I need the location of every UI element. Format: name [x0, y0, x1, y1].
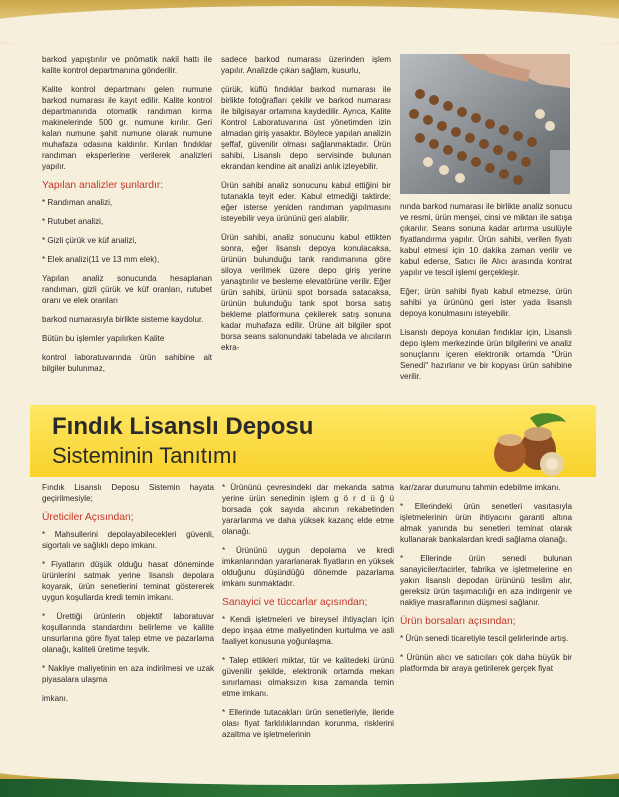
list-item: * Ürettiği ürünlerin objektif laboratuvar koşullarında standardını belirleme ve kaliite unsurlarına göre fiyat talep etme ve pazarlama olanağı, kaliteli üretime teşvik.	[42, 612, 214, 654]
top-column-2	[221, 54, 391, 361]
banner-title-line1: Fındık Lisanslı Deposu	[52, 413, 314, 440]
list-item: * Talep ettikleri miktar, tür ve kalitedeki ürünü güvenilir şekilde, elektronik ortamda mekan sınırlaması olmaksızın kısa zamanda temin etme imkanı.	[222, 656, 394, 698]
list-item: * Ellerinde tutacakları ürün senetleriyle, ileride olası fiyat farklılıklarından korunma, risklerini azaltma ve işletmelerinin	[222, 708, 394, 739]
list-item: imkanı.	[42, 694, 69, 703]
paragraph: Ürün sahibi, analiz sonucunu kabul ettikten sonra, eğer lisanslı depoya konulacaksa, ürünün bulunduğu tank randımanına göre siloya verilmek üzere depo giriş yerine yanaştırılır ve besleme elevatörüne verilir. Eğer ürün sahibi, ürünü spot borsada satacaksa, ürünün bulunduğu tank spot borsa satış bekleme platformuna çekilerek satış sonuna kadar muhafaza edilir. Ürüne ait bilgiler spot borsa seans salonundaki tabelada ve alıcıların ekra-	[221, 233, 391, 352]
list-item: * Ürününü çevresindeki dar mekanda satma yerine ürün senedinin işlem g ö r d ü ğ ü borsada çok sayıda alıcının rekabetinden yararlanma ve daha yüksek kazanç elde etme olanağı.	[222, 483, 394, 536]
list-item: * Elek analizi(11 ve 13 mm elek),	[42, 255, 160, 264]
paragraph: Lisanslı depoya konulan fındıklar için, Lisanslı depo işlem merkezinde ürün bilgilerini ve analiz sonuçlarını içeren elektronik ortamda "Ürün Senedi" hazırlanır ve bir kopyası ürün sahibine verilir.	[400, 328, 572, 381]
paragraph: barkod numarasıyla birlikte sisteme kaydolur.	[42, 315, 204, 324]
list-item: * Ürünün alıcı ve satıcıları çok daha büyük bir platformda bir araya getirilerek gerçek fiyat	[400, 653, 572, 673]
list-item: * Ürün senedi ticaretiyle tescil gelirlerinde artış.	[400, 634, 569, 643]
top-decor-curve	[0, 6, 619, 54]
banner-title-line2: Sisteminin Tanıtımı	[52, 443, 238, 468]
hazelnut-sorting-photo	[400, 54, 570, 194]
analysis-heading: Yapılan analizler şunlardır:	[42, 180, 164, 191]
list-item: * Randıman analizi,	[42, 198, 113, 207]
paragraph: Eğer; ürün sahibi fiyatı kabul etmezse, ürün sahibi ya ürününü geri ister yada lisanslı depoya konulmasını isteyebilir.	[400, 287, 572, 318]
list-item: * Ellerindeki ürün senetleri vasıtasıyla işletmelerinin ürün ihtiyacını garanti altına almak yanında bu senetleri teminat olarak kullanarak bankalardan kredi sağlama olanağı.	[400, 502, 572, 544]
paragraph: kontrol laboratuvarında ürün sahibine ait bilgiler bulunmaz,	[42, 353, 212, 373]
bottom-column-1	[42, 482, 214, 712]
paragraph: sadece barkod numarası üzerinden işlem yapılır. Analizde çıkan sağlam, kusurlu,	[221, 55, 391, 75]
top-column-3	[400, 201, 572, 390]
list-item: * Gizli çürük ve küf analizi,	[42, 236, 137, 245]
paragraph: Fındık Lisanslı Deposu Sistemin hayata geçirilmesiyle;	[42, 483, 214, 503]
list-item: kar/zarar durumunu tahmin edebilme imkanı.	[400, 483, 561, 492]
list-item: * Mahsullerini depolayabilecekleri güvenli, sigortalı ve sağlıklı depo imkanı.	[42, 530, 214, 550]
industry-heading: Sanayici ve tüccarlar açısından;	[222, 597, 368, 608]
list-item: * Rutubet analizi,	[42, 217, 104, 226]
list-item: * Nakliye maliyetinin en aza indirilmesi ve uzak piyasalara ulaşma	[42, 664, 214, 684]
paragraph: Yapılan analiz sonucunda hesaplanan randıman, gizli çürük ve küf oranları, rutubet oranı ve elek oranları	[42, 274, 212, 305]
paragraph: Bütün bu işlemler yapılırken Kalite	[42, 334, 165, 343]
paragraph: çürük, küflü fındıklar barkod numarası ile birlikte fotoğrafları çekilir ve barkod numarası ile bilgisayar ortamına kaydedilir. Ayrıca, Kalite Kontrol Laboratuvarına üst yönetimden izin almadan giriş yasaktır. Böylece yapılan analizin şeffaf, güvenilir olması sağlanmaktadır. Ürün sahibi, Lisanslı depo servisinde bulunan ekrandan kendine ait analizi anlık izleyebilir.	[221, 85, 391, 171]
hazelnut-sorting-illustration	[400, 54, 570, 194]
hazelnut-icon	[480, 410, 570, 480]
list-item: * Kendi işletmeleri ve bireysel ihtiyaçları için depo inşaa etme maliyetinden kurtulma ve asli faaliyet konusuna yoğunlaşma.	[222, 615, 394, 646]
list-item: * Ellerinde ürün senedi bulunan sanayiciler/tacirler, fabrika ve işletmelerine en yakın lisanslı depodan ürününü teslim alır, gereksiz ürün taşımacılığı en aza indirgenir ve nakliye masraflarının düşmesi sağlanır.	[400, 554, 572, 607]
list-item: * Ürününü uygun depolama ve kredi imkanlarından yararlanarak fiyatların en yüksek olduğunu düşündüğü dönemde pazarlama imkanı sunmaktadır.	[222, 546, 394, 588]
paragraph: nında barkod numarası ile birlikte analiz sonucu ve resmi, ürün menşei, cinsi ve miktarı ile satışa çıkarılır. Seans sonuna kadar artırma usulüyle fiyatlandırma yapılır. Ürün sahibi, verilen fiyatı kabul etmesi için 10 dakika zaman verilir ve kabul ederse, Satıcı ile Alıcı arasında kontrat yapılır ve tescil işlemi gerçekleşir.	[400, 202, 572, 277]
producers-heading: Üreticiler Açısından;	[42, 512, 134, 523]
paragraph: barkod yapıştırılır ve pnömatik nakil hattı ile kalite kontrol departmanına gönderilir.	[42, 55, 212, 75]
top-column-1	[42, 54, 212, 382]
bottom-column-3	[400, 482, 572, 682]
exchanges-heading: Ürün borsaları açısından;	[400, 616, 516, 627]
paragraph: Kalite kontrol departmanı gelen numune barkod numarası ile kayıt edilir. Kalite kontrol departmanında otomatik randıman kırma makinelerinde 500 gr. numune kırılır. Geri kalan numune şahit numune olarak numune muhafaza odasına kaldırılır. Kırılan fındıklar randıman eksperlerine verilerek analizleri yapılır.	[42, 85, 212, 171]
list-item: * Fiyatların düşük olduğu hasat döneminde ürünlerini satmak yerine lisanslı depolara koyarak, ürün senetlerini teminat göstererek uygun koşullarda kredi temin imkanı.	[42, 560, 214, 602]
paragraph: Ürün sahibi analiz sonucunu kabul ettiğini bir tutanakla teyit eder. Kabul etmediği taktirde; eğer isterse yeniden randıman yapılmasını isteyebilir veya ürününü geri alabilir.	[221, 181, 391, 223]
bottom-column-2	[222, 482, 394, 748]
